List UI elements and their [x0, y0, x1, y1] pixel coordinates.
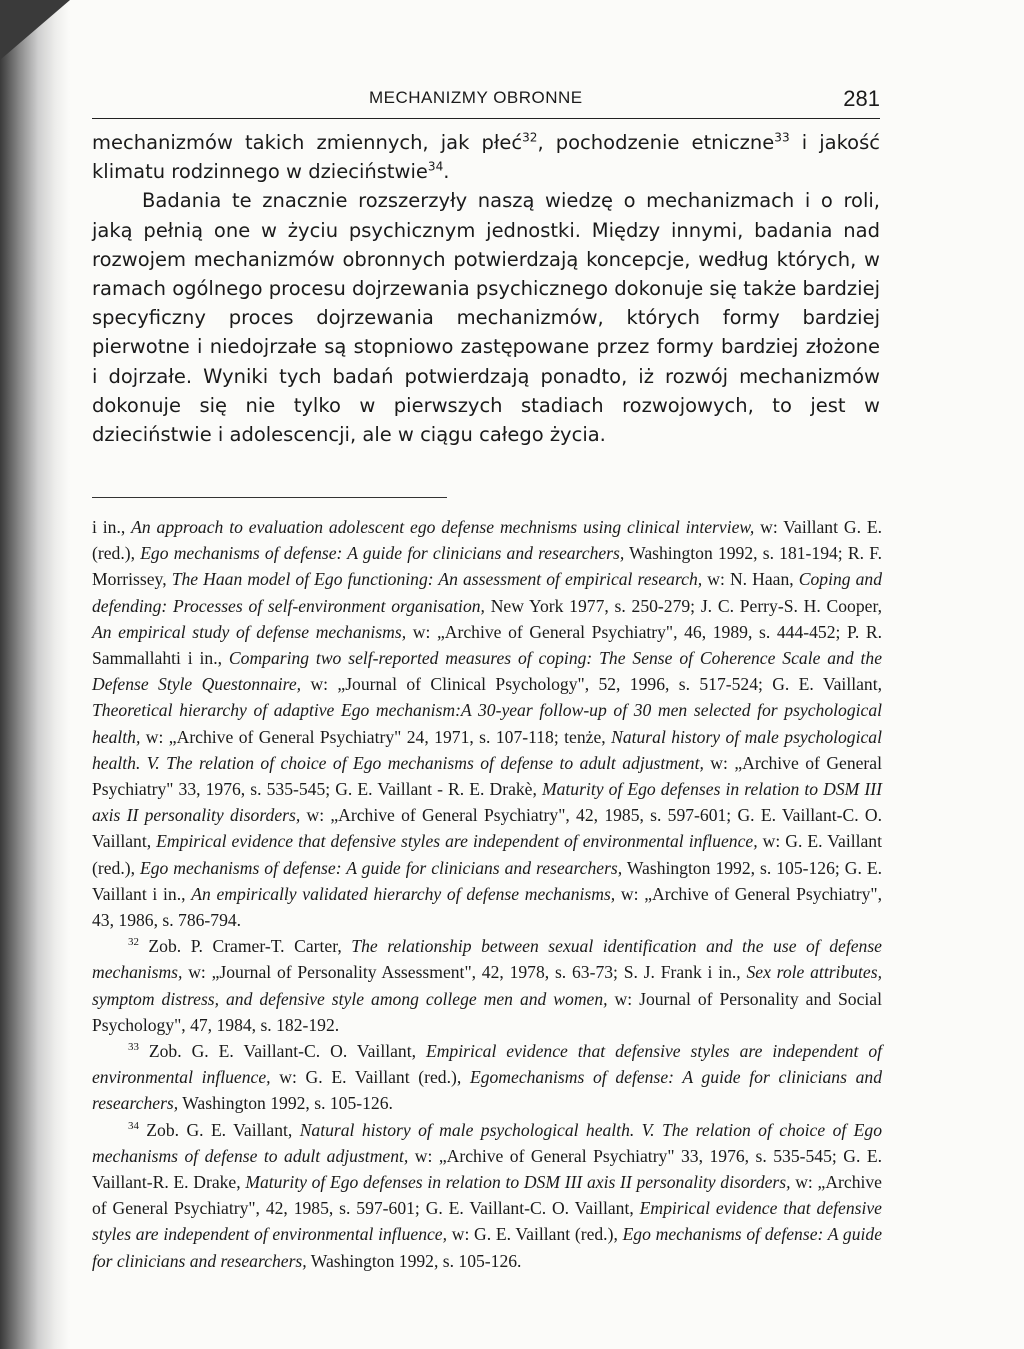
footnote-32-text	[92, 936, 882, 1035]
page-header	[92, 88, 880, 124]
footnote-mark: 33	[128, 1041, 139, 1054]
citation-text: Washington 1992, s. 105-126.	[306, 1250, 522, 1271]
main-text	[92, 128, 880, 449]
citation-title: Empirical evidence that defensive styles are independent of environmental influence,	[156, 831, 758, 852]
citation-title: The Haan model of Ego functioning: An assessment of empirical research,	[171, 569, 703, 590]
citation-text: w: G. E. Vaillant (red.),	[270, 1067, 470, 1088]
footnote-34-text	[92, 1120, 882, 1271]
page-number: 281	[843, 86, 880, 111]
citation-title: An approach to evaluation adolescent ego defense mechnisms using clinical interview,	[131, 517, 755, 537]
header-rule	[92, 118, 880, 119]
book-gutter-shadow	[0, 0, 70, 1349]
citation-text: New York 1977, s. 250-279; J. C. Perry-S. H. Cooper,	[484, 595, 882, 616]
citation-title: Natural history of male psychological health. V. The relation of choice of Ego mechanisms of defense to adult adjustment,	[92, 1119, 882, 1166]
citation-text: w: „Archive of General Psychiatry", 43, 1986, s. 786-794.	[92, 883, 882, 931]
text-run: , pochodzenie etniczne	[537, 131, 775, 154]
citation-text: w: Vaillant G. E. (red.),	[92, 517, 882, 564]
citation-title: Maturity of Ego defenses in relation to DSM III axis II personality disorders,	[245, 1172, 791, 1193]
citation-title: Maturity of Ego defenses in relation to DSM III axis II personality disorders,	[92, 779, 882, 826]
citation-title: Empirical evidence that defensive styles are independent of environmental influence,	[92, 1198, 882, 1245]
citation-text: Washington 1992, s. 181-194; R. F. Morrissey,	[92, 543, 882, 590]
citation-title: Natural history of male psychological health. V. The relation of choice of Ego mechanisms of defense to adult adjustment,	[92, 726, 882, 773]
citation-text: i in.,	[92, 517, 132, 537]
citation-text: w: „Journal of Clinical Psychology", 52, 1996, s. 517-524; G. E. Vaillant,	[301, 674, 882, 695]
footnote-31-continued	[92, 514, 882, 933]
citation-text: w: „Archive of General Psychiatry" 33, 1976, s. 535-545; G. E. Vaillant-R. E. Drake,	[92, 1145, 882, 1193]
citation-title: Egomechanisms of defense: A guide for clinicians and researchers,	[92, 1067, 882, 1114]
text-run: mechanizmów takich zmiennych, jak płeć	[92, 131, 523, 154]
footnotes	[92, 514, 882, 1274]
citation-title: Comparing two self-reported measures of coping: The Sense of Coherence Scale and the Defense Style Questonnaire,	[92, 648, 883, 695]
citation-text: Washington 1992, s. 105-126.	[178, 1093, 393, 1114]
text-run: i jakość klimatu rodzinnego w dzieciństwie	[92, 131, 880, 184]
citation-title: Ego mechanisms of defense: A guide for clinicians and researchers,	[140, 543, 625, 564]
text-run: .	[443, 160, 450, 184]
citation-text: w: „Archive of General Psychiatry", 42, 1985, s. 597-601; G. E. Vaillant-C. O. Vaillant,	[92, 805, 882, 852]
citation-text: Washington 1992, s. 105-126; G. E. Vaillant i in.,	[92, 857, 882, 904]
citation-title: Ego mechanisms of defense: A guide for clinicians and researchers,	[92, 1224, 882, 1271]
citation-text: Zob. G. E. Vaillant-C. O. Vaillant,	[138, 1041, 426, 1062]
citation-title: Ego mechanisms of defense: A guide for clinicians and researchers,	[139, 857, 623, 878]
citation-title: The relationship between sexual identification and the use of defense mechanisms,	[92, 936, 882, 983]
citation-text: Zob. G. E. Vaillant,	[138, 1119, 300, 1140]
citation-text: w: G. E. Vaillant (red.),	[447, 1224, 623, 1245]
citation-title: Empirical evidence that defensive styles are independent of environmental influence,	[92, 1041, 882, 1088]
citation-title: An empirically validated hierarchy of defense mechanisms,	[191, 883, 616, 904]
footnote-33	[92, 1038, 882, 1117]
citation-text: w: N. Haan,	[702, 569, 799, 590]
citation-title: Theoretical hierarchy of adaptive Ego mechanism:A 30-year follow-up of 30 men selected for psychological health,	[92, 700, 882, 747]
citation-text: w: „Archive of General Psychiatry" 24, 1971, s. 107-118; tenże,	[140, 726, 612, 747]
citation-text: w: „Journal of Personality Assessment", 42, 1978, s. 63-73; S. J. Frank i in.,	[182, 962, 747, 983]
page-corner-shadow	[0, 0, 70, 60]
citation-title: An empirical study of defense mechanisms,	[92, 621, 407, 642]
footnote-32	[92, 933, 882, 1038]
citation-text: w: G. E. Vaillant (red.),	[92, 831, 882, 878]
citation-text: w: „Archive of General Psychiatry" 33, 1976, s. 535-545; G. E. Vaillant - R. E. Drakè,	[92, 752, 882, 800]
paragraph-1	[92, 128, 880, 186]
footnote-34	[92, 1117, 882, 1274]
running-title: MECHANIZMY OBRONNE	[369, 88, 583, 107]
citation-title: Coping and defending: Processes of self-environment organisation,	[92, 569, 883, 616]
footnote-mark: 34	[128, 1119, 139, 1132]
footnote-mark: 32	[128, 936, 139, 949]
footnote-separator	[92, 497, 447, 498]
footnote-33-text	[92, 1041, 882, 1113]
paragraph-2: Badania te znacznie rozszerzyły naszą wiedzę o mechanizmach i o roli, jaką pełnią one w życiu psychicznym jednostki. Między innymi, badania nad rozwojem mechanizmów obronnych potwierdzają koncepcje, według których, w ramach ogólnego procesu dojrzewania psychicznego dokonuje się także bardziej specyficzny proces dojrzewania mechanizmów, których formy bardziej pierwotne i niedojrzałe są stopniowo zastępowane przez formy bardziej złożone i dojrzałe. Wyniki tych badań potwierdzają ponadto, iż rozwój mechanizmów dokonuje się nie tylko w pierwszych stadiach rozwojowych, to jest w dzieciństwie i adolescencji, ale w ciągu całego życia.	[92, 189, 880, 447]
citation-text: Zob. P. Cramer-T. Carter,	[138, 936, 352, 957]
footnote-ref-34: 34	[427, 159, 444, 174]
citation-text: w: Journal of Personality and Social Psychology", 47, 1984, s. 182-192.	[92, 988, 882, 1035]
footnote-ref-32: 32	[522, 130, 538, 145]
citation-title: Sex role attributes, symptom distress, and defensive style among college men and women,	[92, 962, 882, 1009]
footnote-ref-33: 33	[774, 130, 790, 145]
citation-text: w: „Archive of General Psychiatry", 42, 1985, s. 597-601; G. E. Vaillant-C. O. Vaillant,	[92, 1172, 882, 1219]
citation-text: w: „Archive of General Psychiatry", 46, 1989, s. 444-452; P. R. Sammallahti i in.,	[92, 621, 882, 669]
